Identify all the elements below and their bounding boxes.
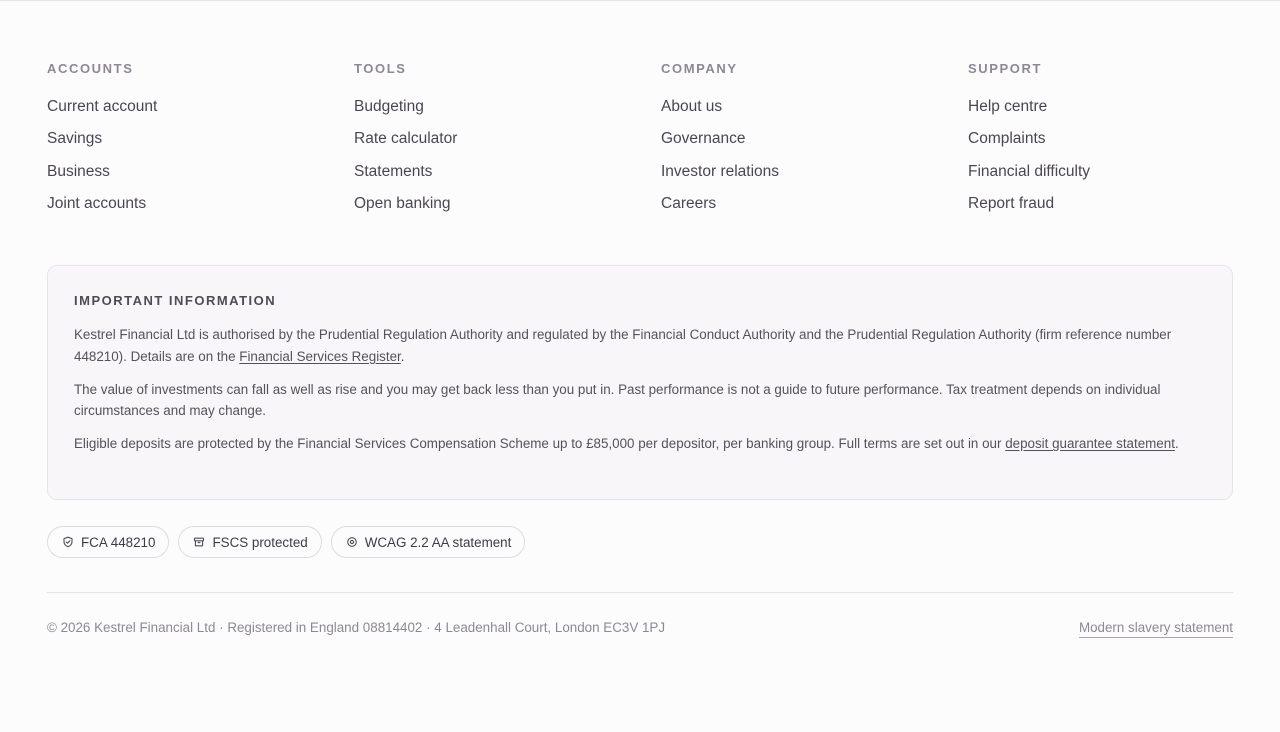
footer-link-governance[interactable]: Governance [661, 130, 746, 148]
archive-box-icon [193, 536, 205, 548]
footer-link-savings[interactable]: Savings [47, 130, 103, 148]
target-circle-icon [346, 536, 358, 548]
regulatory-paragraph: Kestrel Financial Ltd is authorised by the Prudential Regulation Authority and regulated by the Financial Conduct Authority and the Prudential Regulation Authority (firm reference number 448210). Details are on the Financial Services Register. [74, 327, 1172, 364]
footer-link-about-us[interactable]: About us [661, 98, 723, 115]
bottom-divider [47, 592, 1233, 593]
footer-link-complaints[interactable]: Complaints [968, 130, 1046, 148]
shield-check-icon [62, 536, 74, 548]
trust-badges [47, 526, 525, 558]
footer-link-statements[interactable]: Statements [354, 162, 433, 180]
footer-link-open-banking[interactable]: Open banking [354, 194, 451, 212]
footer-column-accounts [47, 62, 347, 226]
fca-badge[interactable] [47, 526, 169, 558]
legal-notice: © 2026 Kestrel Financial Ltd · Registered in England 08814402 · 4 Leadenhall Court, London EC3V 1PJ [47, 620, 666, 635]
footer-link-help-centre[interactable]: Help centre [968, 98, 1048, 115]
footer-link-budgeting[interactable]: Budgeting [354, 98, 424, 115]
column-heading: TOOLS [354, 61, 407, 76]
important-information-panel [47, 265, 1233, 500]
footer-link-financial-difficulty[interactable]: Financial difficulty [968, 162, 1091, 180]
footer-link-investor-relations[interactable]: Investor relations [661, 162, 780, 180]
footer-link-current-account[interactable]: Current account [47, 98, 158, 115]
modern-slavery-statement-link[interactable]: Modern slavery statement [1079, 620, 1233, 638]
badge-label: FCA 448210 [81, 534, 156, 550]
important-information-heading: IMPORTANT INFORMATION [74, 293, 277, 308]
footer-link-careers[interactable]: Careers [661, 194, 717, 212]
badge-label: FSCS protected [212, 534, 308, 550]
footer-link-business[interactable]: Business [47, 162, 110, 180]
footer-link-rate-calculator[interactable]: Rate calculator [354, 130, 458, 148]
footer-link-report-fraud[interactable]: Report fraud [968, 194, 1055, 212]
column-heading: SUPPORT [968, 61, 1043, 76]
fscs-badge[interactable] [178, 526, 321, 558]
financial-services-register-link[interactable]: Financial Services Register [239, 348, 401, 364]
footer-column-support [968, 62, 1268, 226]
footer-column-company [661, 62, 961, 226]
column-heading: COMPANY [661, 61, 738, 76]
deposit-guarantee-statement-link[interactable]: deposit guarantee statement [1005, 436, 1175, 452]
wcag-badge[interactable] [331, 526, 526, 558]
top-divider [0, 0, 1280, 1]
footer-nav [47, 62, 1233, 222]
investment-risk-paragraph: The value of investments can fall as well as rise and you may get back less than you put in. Past performance is not a guide to future performance. Tax treatment depends on individual circumstances and may change. [74, 381, 1161, 419]
column-heading: ACCOUNTS [47, 61, 134, 76]
footer-column-tools [354, 62, 654, 226]
badge-label: WCAG 2.2 AA statement [364, 534, 512, 550]
deposit-protection-paragraph: Eligible deposits are protected by the Financial Services Compensation Scheme up to £85,000 per depositor, per banking group. Full terms are set out in our deposit guarantee statement. [74, 436, 1179, 452]
footer-link-joint-accounts[interactable]: Joint accounts [47, 194, 147, 212]
